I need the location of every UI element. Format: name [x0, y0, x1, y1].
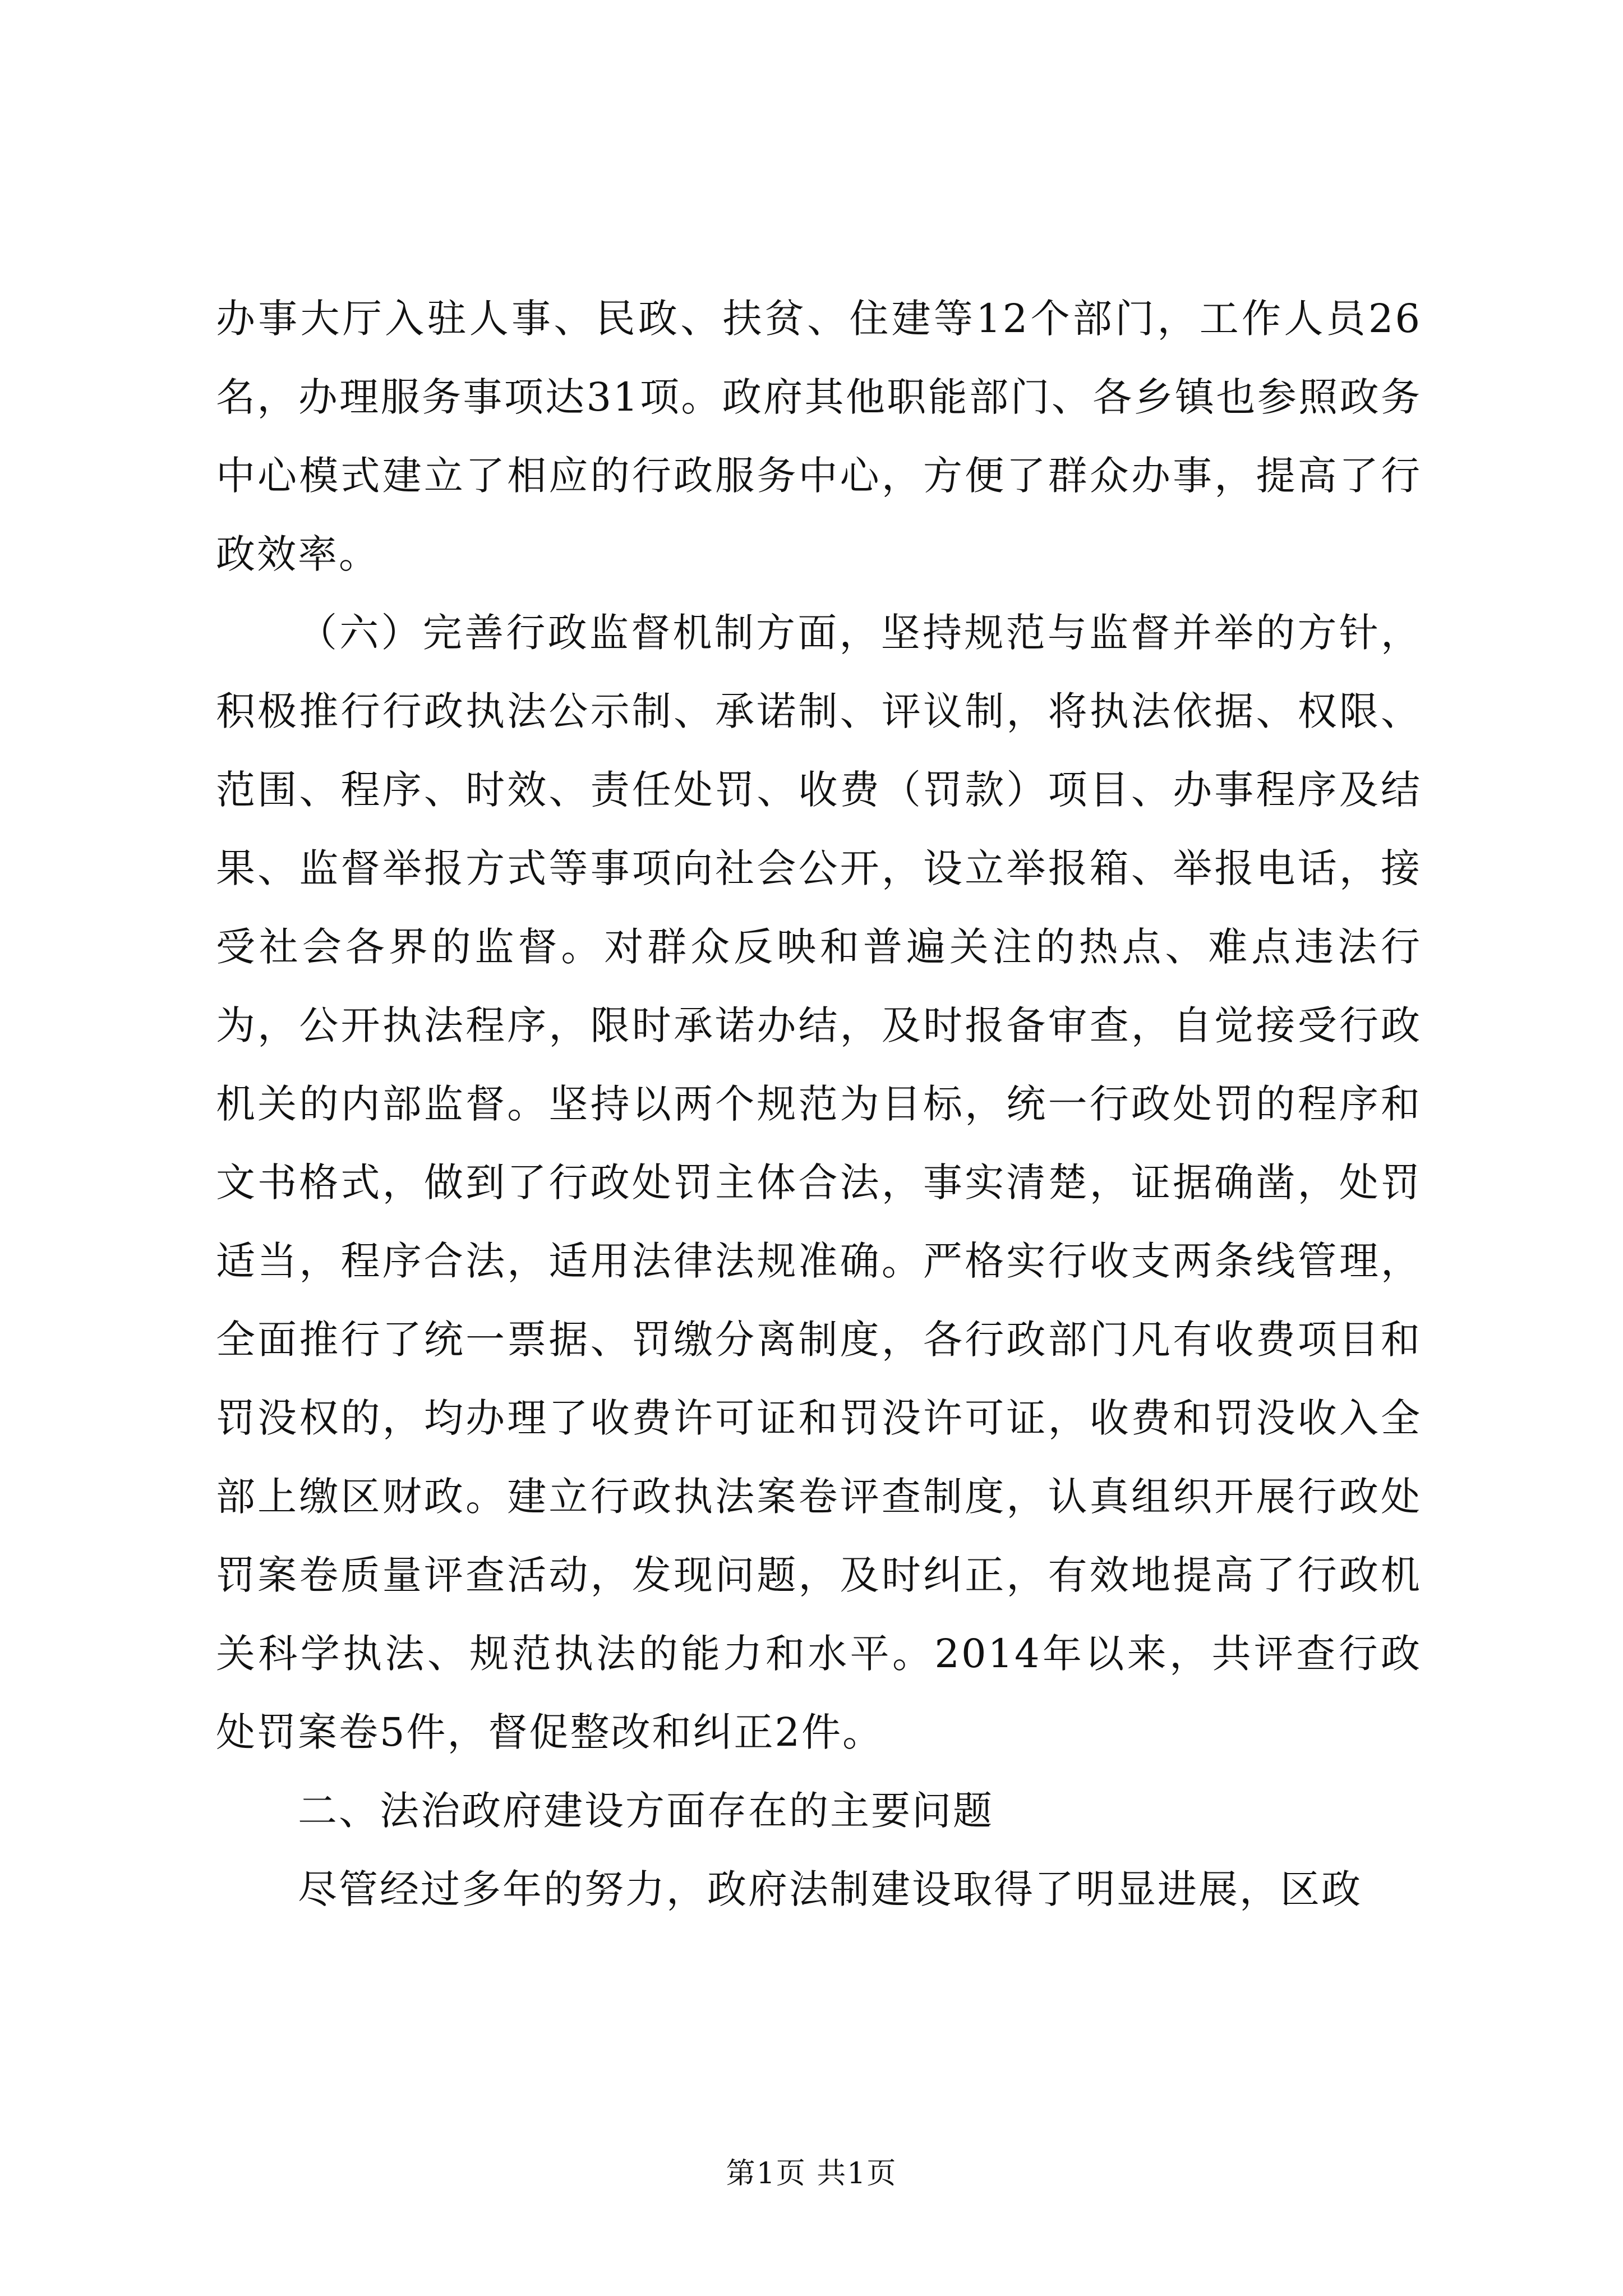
page-number-footer: 第1页 共1页 — [726, 2157, 897, 2191]
document-body — [216, 279, 1422, 1929]
paragraph-main-problems: 尽管经过多年的努力，政府法制建设取得了明显进展，区政 — [298, 1866, 1362, 1912]
section-heading: 二、法治政府建设方面存在的主要问题 — [298, 1788, 994, 1834]
paragraph-service-hall: 办事大厅入驻人事、民政、扶贫、住建等12个部门，工作人员26名，办理服务事项达31项。政府其他职能部门、各乡镇也参照政务中心模式建立了相应的行政服务中心，方便了群众办事，提高了行政效率。 — [216, 296, 1422, 577]
paragraph-supervision-mechanism: （六）完善行政监督机制方面，坚持规范与监督并举的方针，积极推行行政执法公示制、承诺制、评议制，将执法依据、权限、范围、程序、时效、责任处罚、收费（罚款）项目、办事程序及结果、监督举报方式等事项向社会公开，设立举报箱、举报电话，接受社会各界的监督。对群众反映和普遍关注的热点、难点违法行为，公开执法程序，限时承诺办结，及时报备审查，自觉接受行政机关的内部监督。坚持以两个规范为目标，统一行政处罚的程序和文书格式，做到了行政处罚主体合法，事实清楚，证据确凿，处罚适当，程序合法，适用法律法规准确。严格实行收支两条线管理，全面推行了统一票据、罚缴分离制度，各行政部门凡有收费项目和罚没权的，均办理了收费许可证和罚没许可证，收费和罚没收入全部上缴区财政。建立行政执法案卷评查制度，认真组织开展行政处罚案卷质量评查活动，发现问题，及时纠正，有效地提高了行政机关科学执法、规范执法的能力和水平。2014年以来，共评查行政处罚案卷5件，督促整改和纠正2件。 — [216, 610, 1422, 1755]
